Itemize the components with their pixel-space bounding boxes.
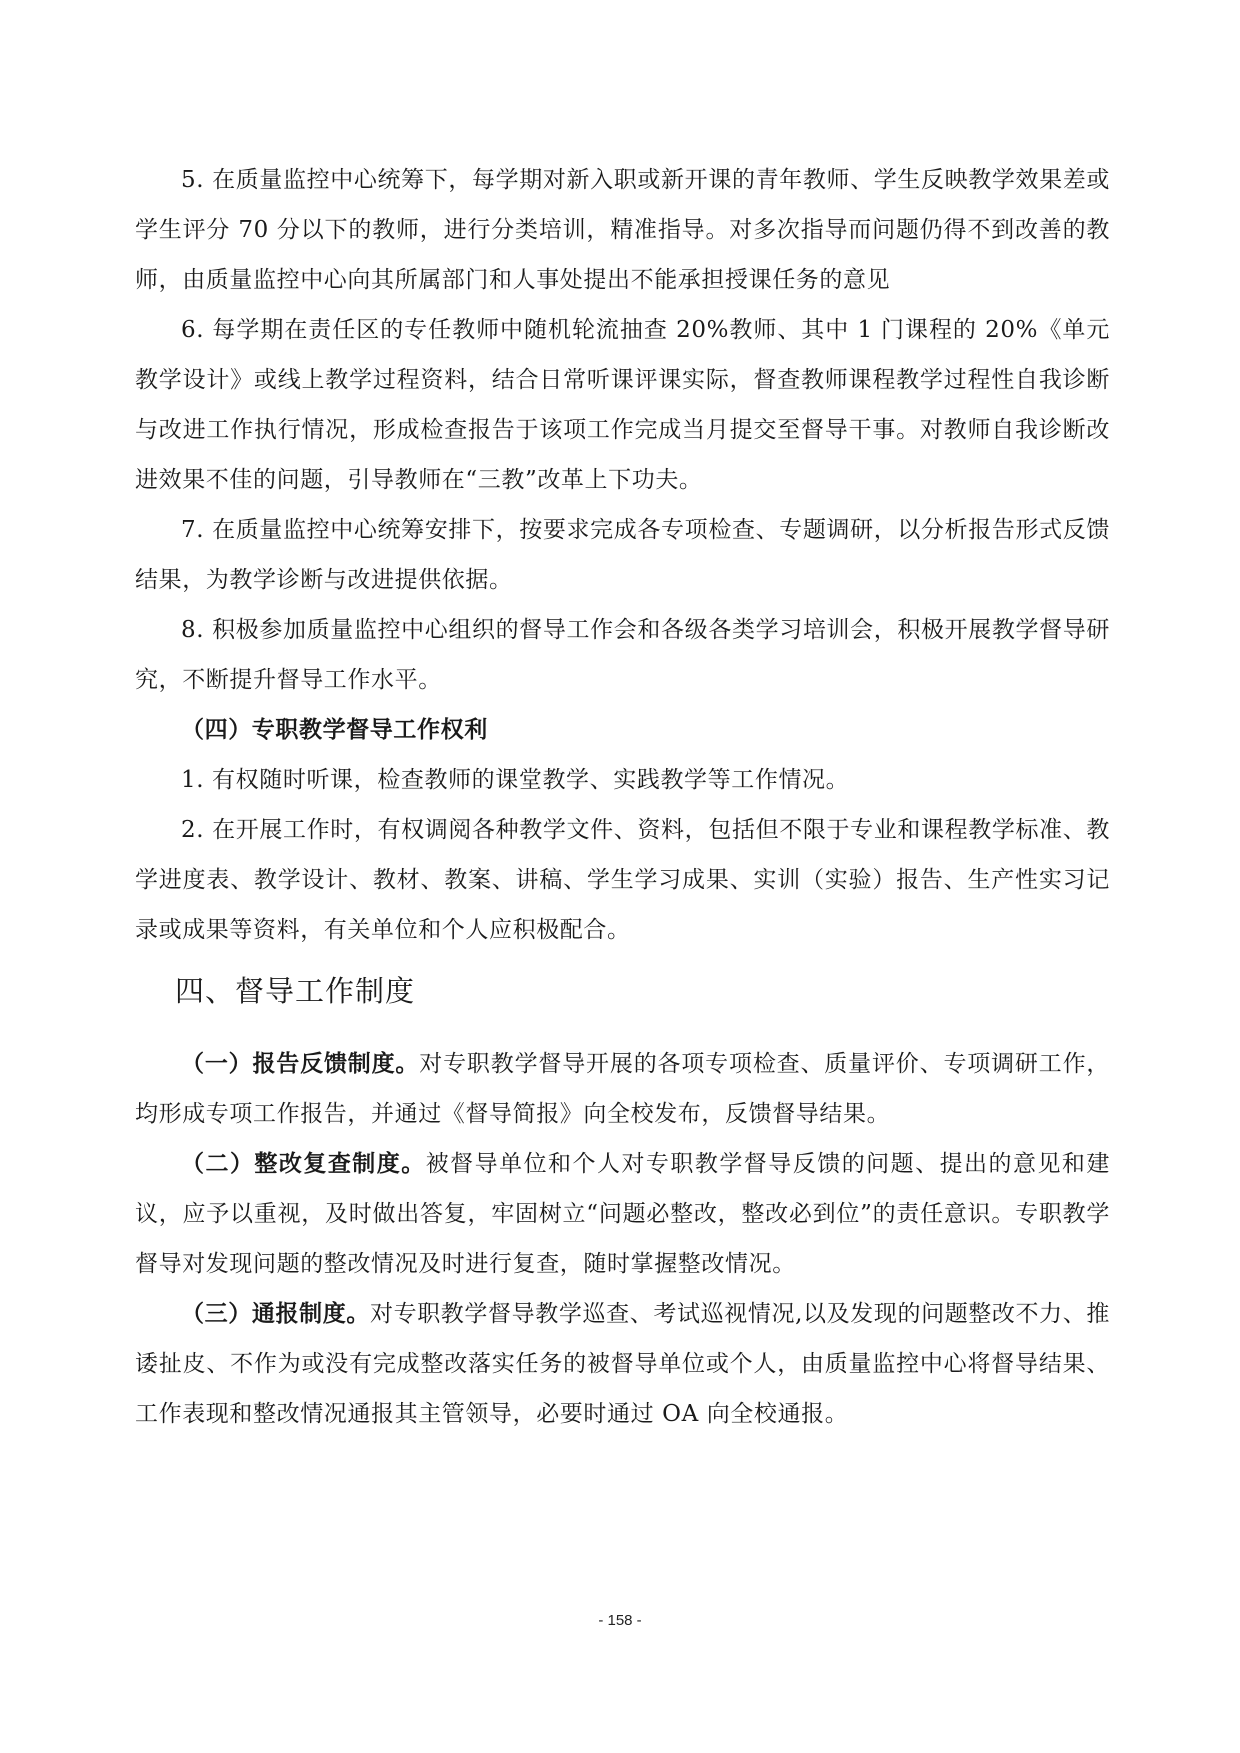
- system-item-notification: [135, 1289, 1110, 1439]
- paragraph-item-6: 6. 每学期在责任区的专任教师中随机轮流抽查 20%教师、其中 1 门课程的 20%《单元教学设计》或线上教学过程资料，结合日常听课评课实际，督查教师课程教学过程性自我诊断与改进工作执行情况，形成检查报告于该项工作完成当月提交至督导干事。对教师自我诊断改进效果不佳的问题，引导教师在“三教”改革上下功夫。: [135, 317, 1110, 493]
- paragraph-item-8: 8. 积极参加质量监控中心组织的督导工作会和各级各类学习培训会，积极开展教学督导研究，不断提升督导工作水平。: [135, 617, 1110, 693]
- rights-heading: （四）专职教学督导工作权利: [181, 716, 488, 743]
- paragraph-item-7: 7. 在质量监控中心统筹安排下，按要求完成各专项检查、专题调研，以分析报告形式反馈结果，为教学诊断与改进提供依据。: [135, 517, 1110, 593]
- rights-item-1: 1. 有权随时听课，检查教师的课堂教学、实践教学等工作情况。: [181, 767, 850, 793]
- document-page: [135, 155, 1110, 1439]
- system-item-text: 被督导单位和个人对专职教学督导反馈的问题、提出的意见和建议，应予以重视，及时做出答复，牢固树立“问题必整改，整改必到位”的责任意识。专职教学督导对发现问题的整改情况及时进行复查，随时掌握整改情况。: [135, 1151, 1110, 1277]
- section-four-title: 四、督导工作制度: [175, 974, 416, 1008]
- system-item-text: 对专职教学督导教学巡查、考试巡视情况,以及发现的问题整改不力、推诿扯皮、不作为或没有完成整改落实任务的被督导单位或个人，由质量监控中心将督导结果、工作表现和整改情况通报其主管领导，必要时通过 OA 向全校通报。: [135, 1301, 1110, 1427]
- system-item-rectification-review: [135, 1139, 1110, 1289]
- system-item-report-feedback: [135, 1039, 1110, 1139]
- system-item-text: 对专职教学督导开展的各项专项检查、质量评价、专项调研工作，均形成专项工作报告，并通过《督导简报》向全校发布，反馈督导结果。: [135, 1051, 1110, 1127]
- system-item-label: （一）报告反馈制度。: [181, 1050, 420, 1077]
- system-item-label: （三）通报制度。: [181, 1300, 370, 1327]
- page-number: - 158 -: [598, 1612, 642, 1629]
- system-item-label: （二）整改复查制度。: [181, 1150, 426, 1177]
- rights-item-2: 2. 在开展工作时，有权调阅各种教学文件、资料，包括但不限于专业和课程教学标准、教学进度表、教学设计、教材、教案、讲稿、学生学习成果、实训（实验）报告、生产性实习记录或成果等资料，有关单位和个人应积极配合。: [135, 817, 1110, 943]
- paragraph-item-5: 5. 在质量监控中心统筹下，每学期对新入职或新开课的青年教师、学生反映教学效果差或学生评分 70 分以下的教师，进行分类培训，精准指导。对多次指导而问题仍得不到改善的教师，由质量监控中心向其所属部门和人事处提出不能承担授课任务的意见: [135, 167, 1110, 293]
